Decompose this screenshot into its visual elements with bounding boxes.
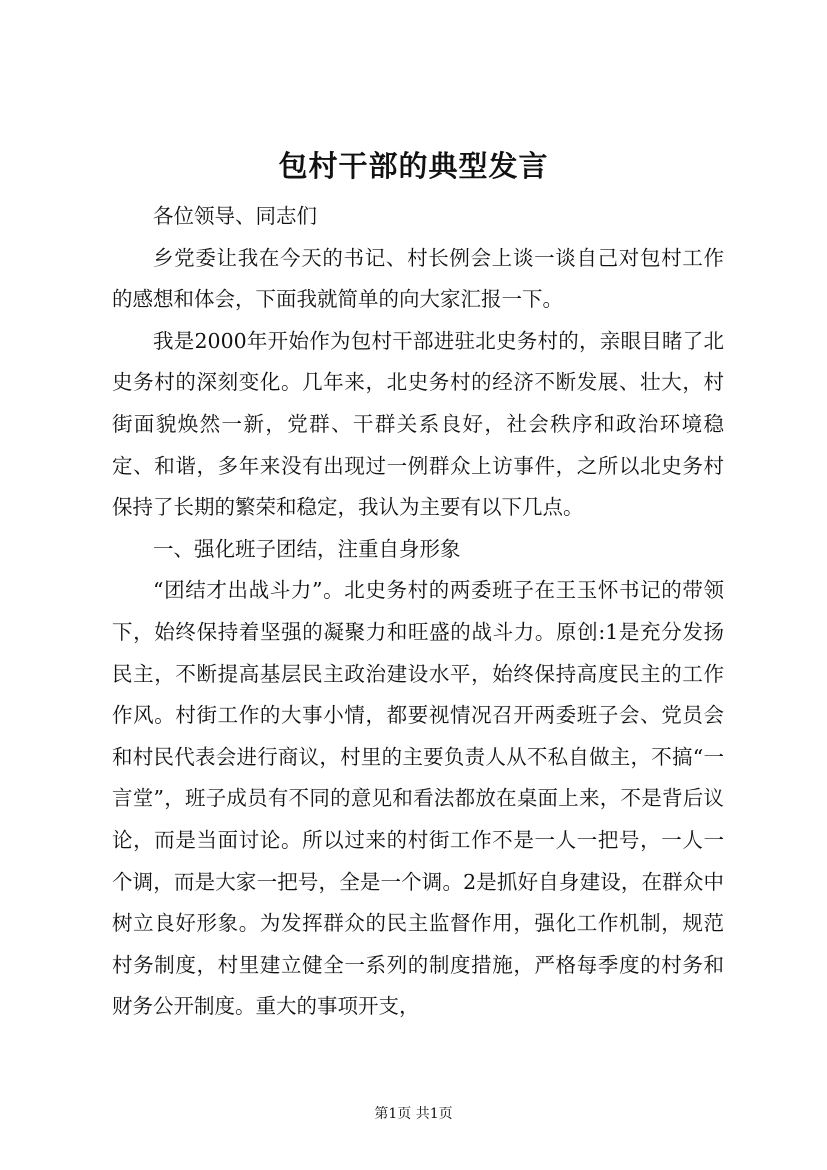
section-heading-1: 一、强化班子团结，注重自身形象	[153, 536, 461, 561]
page-footer: 第1页 共1页	[374, 1106, 453, 1122]
paragraph-intro: 乡党委让我在今天的书记、村长例会上谈一谈自己对包村工作的感想和体会，下面我就简单的向大家汇报一下。	[112, 245, 724, 312]
document-title: 包村干部的典型发言	[278, 149, 549, 183]
paragraph-unity: “团结才出战斗力”。北史务村的两委班子在王玉怀书记的带领下，始终保持着坚强的凝聚力和旺盛的战斗力。原创:1是充分发扬民主，不断提高基层民主政治建设水平，始终保持高度民主的工作作风。村街工作的大事小情，都要视情况召开两委班子会、党员会和村民代表会进行商议，村里的主要负责人从不私自做主，不搞“一言堂”，班子成员有不同的意见和看法都放在桌面上来，不是背后议论，而是当面讨论。所以过来的村街工作不是一人一把号，一人一个调，而是大家一把号，全是一个调。2是抓好自身建设，在群众中树立良好形象。为发挥群众的民主监督作用，强化工作机制，规范村务制度，村里建立健全一系列的制度措施，严格每季度的村务和财务公开制度。重大的事项开支，	[112, 578, 724, 1019]
document-body	[112, 196, 724, 1028]
paragraph-salutation: 各位领导、同志们	[153, 204, 317, 228]
paragraph-background: 我是2000年开始作为包村干部进驻北史务村的，亲眼目睹了北史务村的深刻变化。几年来，北史务村的经济不断发展、壮大，村街面貌焕然一新，党群、干群关系良好，社会秩序和政治环境稳定、和谐，多年来没有出现过一例群众上访事件，之所以北史务村保持了长期的繁荣和稳定，我认为主要有以下几点。	[112, 328, 724, 520]
